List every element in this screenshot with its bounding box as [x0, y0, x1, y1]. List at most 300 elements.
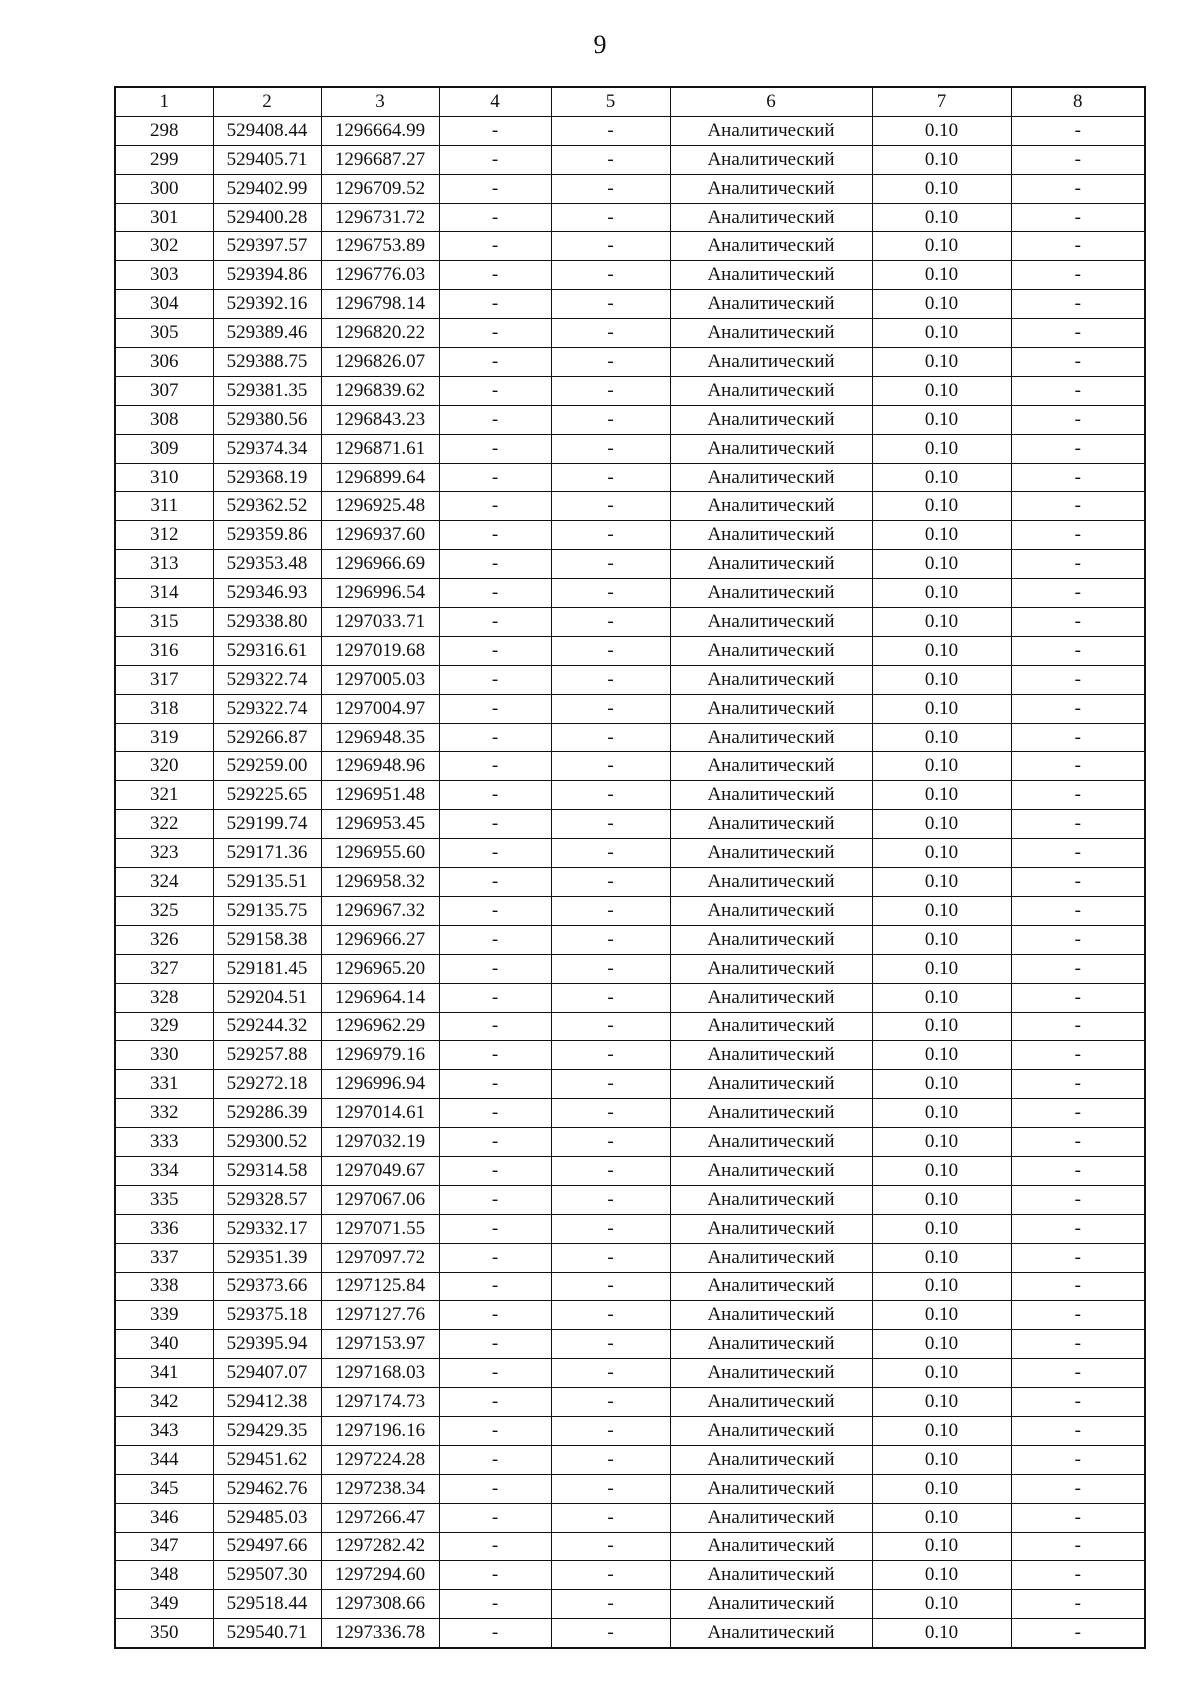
- x-coordinate-cell: 529374.34: [213, 434, 321, 463]
- column-5-cell: -: [551, 116, 670, 145]
- accuracy-cell: 0.10: [872, 521, 1011, 550]
- column-5-cell: -: [551, 1474, 670, 1503]
- column-5-cell: -: [551, 839, 670, 868]
- x-coordinate-cell: 529485.03: [213, 1503, 321, 1532]
- x-coordinate-cell: 529389.46: [213, 319, 321, 348]
- method-cell: Аналитический: [670, 174, 872, 203]
- method-cell: Аналитический: [670, 1214, 872, 1243]
- accuracy-cell: 0.10: [872, 954, 1011, 983]
- column-5-cell: -: [551, 319, 670, 348]
- point-number-cell: 310: [115, 463, 213, 492]
- method-cell: Аналитический: [670, 608, 872, 637]
- point-number-cell: 316: [115, 636, 213, 665]
- column-8-cell: -: [1011, 261, 1145, 290]
- accuracy-cell: 0.10: [872, 723, 1011, 752]
- accuracy-cell: 0.10: [872, 925, 1011, 954]
- x-coordinate-cell: 529328.57: [213, 1185, 321, 1214]
- column-5-cell: -: [551, 232, 670, 261]
- method-cell: Аналитический: [670, 1012, 872, 1041]
- method-cell: Аналитический: [670, 116, 872, 145]
- accuracy-cell: 0.10: [872, 463, 1011, 492]
- column-5-cell: -: [551, 1590, 670, 1619]
- point-number-cell: 317: [115, 665, 213, 694]
- y-coordinate-cell: 1296965.20: [321, 954, 439, 983]
- accuracy-cell: 0.10: [872, 376, 1011, 405]
- x-coordinate-cell: 529412.38: [213, 1388, 321, 1417]
- column-5-cell: -: [551, 290, 670, 319]
- point-number-cell: 339: [115, 1301, 213, 1330]
- table-row: [115, 1474, 1145, 1503]
- column-8-cell: -: [1011, 1359, 1145, 1388]
- x-coordinate-cell: 529507.30: [213, 1561, 321, 1590]
- column-4-cell: -: [439, 174, 551, 203]
- column-8-cell: -: [1011, 1532, 1145, 1561]
- x-coordinate-cell: 529394.86: [213, 261, 321, 290]
- column-8-cell: -: [1011, 752, 1145, 781]
- table-row: [115, 319, 1145, 348]
- table-row: [115, 1214, 1145, 1243]
- y-coordinate-cell: 1296951.48: [321, 781, 439, 810]
- column-8-cell: -: [1011, 1128, 1145, 1157]
- point-number-cell: 333: [115, 1128, 213, 1157]
- y-coordinate-cell: 1296948.35: [321, 723, 439, 752]
- method-cell: Аналитический: [670, 1359, 872, 1388]
- method-cell: Аналитический: [670, 1532, 872, 1561]
- column-4-cell: -: [439, 896, 551, 925]
- column-4-cell: -: [439, 579, 551, 608]
- point-number-cell: 350: [115, 1619, 213, 1648]
- column-8-cell: -: [1011, 896, 1145, 925]
- x-coordinate-cell: 529300.52: [213, 1128, 321, 1157]
- method-cell: Аналитический: [670, 492, 872, 521]
- table-row: [115, 608, 1145, 637]
- table-row: [115, 1359, 1145, 1388]
- method-cell: Аналитический: [670, 636, 872, 665]
- table-row: [115, 1301, 1145, 1330]
- point-number-cell: 326: [115, 925, 213, 954]
- y-coordinate-cell: 1296955.60: [321, 839, 439, 868]
- table-row: [115, 290, 1145, 319]
- x-coordinate-cell: 529351.39: [213, 1243, 321, 1272]
- x-coordinate-cell: 529402.99: [213, 174, 321, 203]
- column-5-cell: -: [551, 1445, 670, 1474]
- method-cell: Аналитический: [670, 868, 872, 897]
- table-header: [115, 87, 1145, 116]
- column-8-cell: -: [1011, 492, 1145, 521]
- point-number-cell: 309: [115, 434, 213, 463]
- accuracy-cell: 0.10: [872, 1301, 1011, 1330]
- accuracy-cell: 0.10: [872, 1330, 1011, 1359]
- accuracy-cell: 0.10: [872, 1416, 1011, 1445]
- point-number-cell: 346: [115, 1503, 213, 1532]
- y-coordinate-cell: 1297308.66: [321, 1590, 439, 1619]
- accuracy-cell: 0.10: [872, 1012, 1011, 1041]
- point-number-cell: 348: [115, 1561, 213, 1590]
- method-cell: Аналитический: [670, 1128, 872, 1157]
- method-cell: Аналитический: [670, 781, 872, 810]
- column-header: 2: [213, 87, 321, 116]
- x-coordinate-cell: 529171.36: [213, 839, 321, 868]
- column-5-cell: -: [551, 1070, 670, 1099]
- y-coordinate-cell: 1296937.60: [321, 521, 439, 550]
- y-coordinate-cell: 1297174.73: [321, 1388, 439, 1417]
- column-4-cell: -: [439, 608, 551, 637]
- column-4-cell: -: [439, 1619, 551, 1648]
- y-coordinate-cell: 1296731.72: [321, 203, 439, 232]
- column-8-cell: -: [1011, 839, 1145, 868]
- method-cell: Аналитический: [670, 376, 872, 405]
- column-8-cell: -: [1011, 463, 1145, 492]
- column-8-cell: -: [1011, 1330, 1145, 1359]
- column-4-cell: -: [439, 290, 551, 319]
- column-8-cell: -: [1011, 174, 1145, 203]
- column-4-cell: -: [439, 781, 551, 810]
- x-coordinate-cell: 529359.86: [213, 521, 321, 550]
- column-8-cell: -: [1011, 232, 1145, 261]
- column-4-cell: -: [439, 1445, 551, 1474]
- x-coordinate-cell: 529353.48: [213, 550, 321, 579]
- accuracy-cell: 0.10: [872, 983, 1011, 1012]
- table-row: [115, 1012, 1145, 1041]
- accuracy-cell: 0.10: [872, 348, 1011, 377]
- column-4-cell: -: [439, 232, 551, 261]
- point-number-cell: 345: [115, 1474, 213, 1503]
- accuracy-cell: 0.10: [872, 1185, 1011, 1214]
- y-coordinate-cell: 1297033.71: [321, 608, 439, 637]
- column-8-cell: -: [1011, 723, 1145, 752]
- column-8-cell: -: [1011, 1503, 1145, 1532]
- column-8-cell: -: [1011, 1099, 1145, 1128]
- accuracy-cell: 0.10: [872, 203, 1011, 232]
- column-5-cell: -: [551, 1272, 670, 1301]
- y-coordinate-cell: 1296820.22: [321, 319, 439, 348]
- x-coordinate-cell: 529259.00: [213, 752, 321, 781]
- table-row: [115, 1503, 1145, 1532]
- y-coordinate-cell: 1297127.76: [321, 1301, 439, 1330]
- accuracy-cell: 0.10: [872, 1619, 1011, 1648]
- x-coordinate-cell: 529451.62: [213, 1445, 321, 1474]
- x-coordinate-cell: 529346.93: [213, 579, 321, 608]
- column-4-cell: -: [439, 1070, 551, 1099]
- column-5-cell: -: [551, 1301, 670, 1330]
- y-coordinate-cell: 1296899.64: [321, 463, 439, 492]
- x-coordinate-cell: 529380.56: [213, 405, 321, 434]
- table-row: [115, 348, 1145, 377]
- point-number-cell: 321: [115, 781, 213, 810]
- point-number-cell: 304: [115, 290, 213, 319]
- column-5-cell: -: [551, 463, 670, 492]
- accuracy-cell: 0.10: [872, 1041, 1011, 1070]
- column-5-cell: -: [551, 1243, 670, 1272]
- x-coordinate-cell: 529400.28: [213, 203, 321, 232]
- table-row: [115, 636, 1145, 665]
- column-5-cell: -: [551, 1185, 670, 1214]
- x-coordinate-cell: 529322.74: [213, 665, 321, 694]
- y-coordinate-cell: 1296948.96: [321, 752, 439, 781]
- table-row: [115, 1445, 1145, 1474]
- y-coordinate-cell: 1296966.27: [321, 925, 439, 954]
- y-coordinate-cell: 1297294.60: [321, 1561, 439, 1590]
- table-row: [115, 1041, 1145, 1070]
- column-5-cell: -: [551, 1503, 670, 1532]
- column-5-cell: -: [551, 174, 670, 203]
- column-8-cell: -: [1011, 810, 1145, 839]
- column-5-cell: -: [551, 1388, 670, 1417]
- column-5-cell: -: [551, 521, 670, 550]
- point-number-cell: 301: [115, 203, 213, 232]
- table-row: [115, 752, 1145, 781]
- y-coordinate-cell: 1297097.72: [321, 1243, 439, 1272]
- column-4-cell: -: [439, 1041, 551, 1070]
- column-5-cell: -: [551, 954, 670, 983]
- table-row: [115, 232, 1145, 261]
- column-5-cell: -: [551, 579, 670, 608]
- y-coordinate-cell: 1297125.84: [321, 1272, 439, 1301]
- column-header: 5: [551, 87, 670, 116]
- x-coordinate-cell: 529497.66: [213, 1532, 321, 1561]
- point-number-cell: 305: [115, 319, 213, 348]
- x-coordinate-cell: 529395.94: [213, 1330, 321, 1359]
- accuracy-cell: 0.10: [872, 839, 1011, 868]
- column-5-cell: -: [551, 1359, 670, 1388]
- table-row: [115, 203, 1145, 232]
- column-8-cell: -: [1011, 348, 1145, 377]
- table-row: [115, 174, 1145, 203]
- y-coordinate-cell: 1297071.55: [321, 1214, 439, 1243]
- method-cell: Аналитический: [670, 434, 872, 463]
- y-coordinate-cell: 1296709.52: [321, 174, 439, 203]
- accuracy-cell: 0.10: [872, 665, 1011, 694]
- column-8-cell: -: [1011, 550, 1145, 579]
- column-4-cell: -: [439, 1099, 551, 1128]
- method-cell: Аналитический: [670, 290, 872, 319]
- accuracy-cell: 0.10: [872, 1243, 1011, 1272]
- y-coordinate-cell: 1296925.48: [321, 492, 439, 521]
- method-cell: Аналитический: [670, 1272, 872, 1301]
- point-number-cell: 331: [115, 1070, 213, 1099]
- table-row: [115, 1388, 1145, 1417]
- table-row: [115, 983, 1145, 1012]
- column-header: 4: [439, 87, 551, 116]
- method-cell: Аналитический: [670, 1243, 872, 1272]
- table-row: [115, 1156, 1145, 1185]
- column-5-cell: -: [551, 752, 670, 781]
- column-8-cell: -: [1011, 579, 1145, 608]
- column-8-cell: -: [1011, 665, 1145, 694]
- column-8-cell: -: [1011, 1214, 1145, 1243]
- point-number-cell: 332: [115, 1099, 213, 1128]
- x-coordinate-cell: 529199.74: [213, 810, 321, 839]
- method-cell: Аналитический: [670, 954, 872, 983]
- column-5-cell: -: [551, 405, 670, 434]
- column-5-cell: -: [551, 550, 670, 579]
- y-coordinate-cell: 1296962.29: [321, 1012, 439, 1041]
- column-8-cell: -: [1011, 116, 1145, 145]
- table-row: [115, 1070, 1145, 1099]
- accuracy-cell: 0.10: [872, 232, 1011, 261]
- table-row: [115, 694, 1145, 723]
- x-coordinate-cell: 529388.75: [213, 348, 321, 377]
- column-8-cell: -: [1011, 1416, 1145, 1445]
- column-5-cell: -: [551, 1214, 670, 1243]
- accuracy-cell: 0.10: [872, 1214, 1011, 1243]
- point-number-cell: 322: [115, 810, 213, 839]
- x-coordinate-cell: 529518.44: [213, 1590, 321, 1619]
- y-coordinate-cell: 1297049.67: [321, 1156, 439, 1185]
- column-5-cell: -: [551, 1532, 670, 1561]
- method-cell: Аналитический: [670, 1041, 872, 1070]
- column-8-cell: -: [1011, 376, 1145, 405]
- table-row: [115, 1185, 1145, 1214]
- column-5-cell: -: [551, 896, 670, 925]
- column-8-cell: -: [1011, 1156, 1145, 1185]
- table-row: [115, 925, 1145, 954]
- point-number-cell: 324: [115, 868, 213, 897]
- table-row: [115, 781, 1145, 810]
- point-number-cell: 302: [115, 232, 213, 261]
- column-5-cell: -: [551, 810, 670, 839]
- column-8-cell: -: [1011, 983, 1145, 1012]
- table-body: [115, 116, 1145, 1648]
- column-4-cell: -: [439, 203, 551, 232]
- table-row: [115, 1099, 1145, 1128]
- column-5-cell: -: [551, 348, 670, 377]
- x-coordinate-cell: 529362.52: [213, 492, 321, 521]
- x-coordinate-cell: 529257.88: [213, 1041, 321, 1070]
- column-8-cell: -: [1011, 781, 1145, 810]
- y-coordinate-cell: 1297224.28: [321, 1445, 439, 1474]
- table-row: [115, 1590, 1145, 1619]
- x-coordinate-cell: 529286.39: [213, 1099, 321, 1128]
- method-cell: Аналитический: [670, 1590, 872, 1619]
- table-row: [115, 1330, 1145, 1359]
- method-cell: Аналитический: [670, 1185, 872, 1214]
- table-row: [115, 1243, 1145, 1272]
- method-cell: Аналитический: [670, 752, 872, 781]
- method-cell: Аналитический: [670, 232, 872, 261]
- column-4-cell: -: [439, 492, 551, 521]
- method-cell: Аналитический: [670, 810, 872, 839]
- method-cell: Аналитический: [670, 521, 872, 550]
- column-5-cell: -: [551, 868, 670, 897]
- method-cell: Аналитический: [670, 1301, 872, 1330]
- accuracy-cell: 0.10: [872, 319, 1011, 348]
- x-coordinate-cell: 529322.74: [213, 694, 321, 723]
- y-coordinate-cell: 1297067.06: [321, 1185, 439, 1214]
- y-coordinate-cell: 1297282.42: [321, 1532, 439, 1561]
- method-cell: Аналитический: [670, 405, 872, 434]
- x-coordinate-cell: 529135.51: [213, 868, 321, 897]
- method-cell: Аналитический: [670, 1099, 872, 1128]
- method-cell: Аналитический: [670, 579, 872, 608]
- column-4-cell: -: [439, 694, 551, 723]
- column-4-cell: -: [439, 1301, 551, 1330]
- y-coordinate-cell: 1297004.97: [321, 694, 439, 723]
- method-cell: Аналитический: [670, 983, 872, 1012]
- column-5-cell: -: [551, 1561, 670, 1590]
- column-5-cell: -: [551, 434, 670, 463]
- accuracy-cell: 0.10: [872, 1590, 1011, 1619]
- method-cell: Аналитический: [670, 896, 872, 925]
- table-row: [115, 1532, 1145, 1561]
- column-8-cell: -: [1011, 521, 1145, 550]
- method-cell: Аналитический: [670, 1330, 872, 1359]
- table-row: [115, 145, 1145, 174]
- y-coordinate-cell: 1296843.23: [321, 405, 439, 434]
- column-5-cell: -: [551, 1330, 670, 1359]
- x-coordinate-cell: 529181.45: [213, 954, 321, 983]
- column-4-cell: -: [439, 376, 551, 405]
- x-coordinate-cell: 529332.17: [213, 1214, 321, 1243]
- table-row: [115, 550, 1145, 579]
- x-coordinate-cell: 529397.57: [213, 232, 321, 261]
- point-number-cell: 314: [115, 579, 213, 608]
- column-4-cell: -: [439, 954, 551, 983]
- accuracy-cell: 0.10: [872, 694, 1011, 723]
- column-4-cell: -: [439, 868, 551, 897]
- table-row: [115, 463, 1145, 492]
- column-5-cell: -: [551, 665, 670, 694]
- accuracy-cell: 0.10: [872, 434, 1011, 463]
- column-4-cell: -: [439, 1330, 551, 1359]
- accuracy-cell: 0.10: [872, 1359, 1011, 1388]
- y-coordinate-cell: 1296871.61: [321, 434, 439, 463]
- accuracy-cell: 0.10: [872, 810, 1011, 839]
- x-coordinate-cell: 529314.58: [213, 1156, 321, 1185]
- point-number-cell: 336: [115, 1214, 213, 1243]
- accuracy-cell: 0.10: [872, 1099, 1011, 1128]
- y-coordinate-cell: 1297336.78: [321, 1619, 439, 1648]
- y-coordinate-cell: 1297005.03: [321, 665, 439, 694]
- coordinates-table: [114, 86, 1146, 1649]
- accuracy-cell: 0.10: [872, 1272, 1011, 1301]
- method-cell: Аналитический: [670, 145, 872, 174]
- table-row: [115, 839, 1145, 868]
- column-5-cell: -: [551, 492, 670, 521]
- x-coordinate-cell: 529272.18: [213, 1070, 321, 1099]
- column-4-cell: -: [439, 261, 551, 290]
- accuracy-cell: 0.10: [872, 1128, 1011, 1157]
- accuracy-cell: 0.10: [872, 261, 1011, 290]
- column-4-cell: -: [439, 463, 551, 492]
- method-cell: Аналитический: [670, 203, 872, 232]
- table-row: [115, 1416, 1145, 1445]
- y-coordinate-cell: 1297019.68: [321, 636, 439, 665]
- point-number-cell: 307: [115, 376, 213, 405]
- y-coordinate-cell: 1296996.54: [321, 579, 439, 608]
- x-coordinate-cell: 529392.16: [213, 290, 321, 319]
- column-5-cell: -: [551, 781, 670, 810]
- y-coordinate-cell: 1297196.16: [321, 1416, 439, 1445]
- header-row: [115, 87, 1145, 116]
- column-4-cell: -: [439, 983, 551, 1012]
- column-4-cell: -: [439, 1128, 551, 1157]
- x-coordinate-cell: 529373.66: [213, 1272, 321, 1301]
- accuracy-cell: 0.10: [872, 492, 1011, 521]
- accuracy-cell: 0.10: [872, 636, 1011, 665]
- table-row: [115, 810, 1145, 839]
- column-header: 3: [321, 87, 439, 116]
- x-coordinate-cell: 529266.87: [213, 723, 321, 752]
- y-coordinate-cell: 1296753.89: [321, 232, 439, 261]
- y-coordinate-cell: 1296966.69: [321, 550, 439, 579]
- x-coordinate-cell: 529135.75: [213, 896, 321, 925]
- x-coordinate-cell: 529375.18: [213, 1301, 321, 1330]
- column-5-cell: -: [551, 1619, 670, 1648]
- y-coordinate-cell: 1297014.61: [321, 1099, 439, 1128]
- column-4-cell: -: [439, 405, 551, 434]
- column-4-cell: -: [439, 839, 551, 868]
